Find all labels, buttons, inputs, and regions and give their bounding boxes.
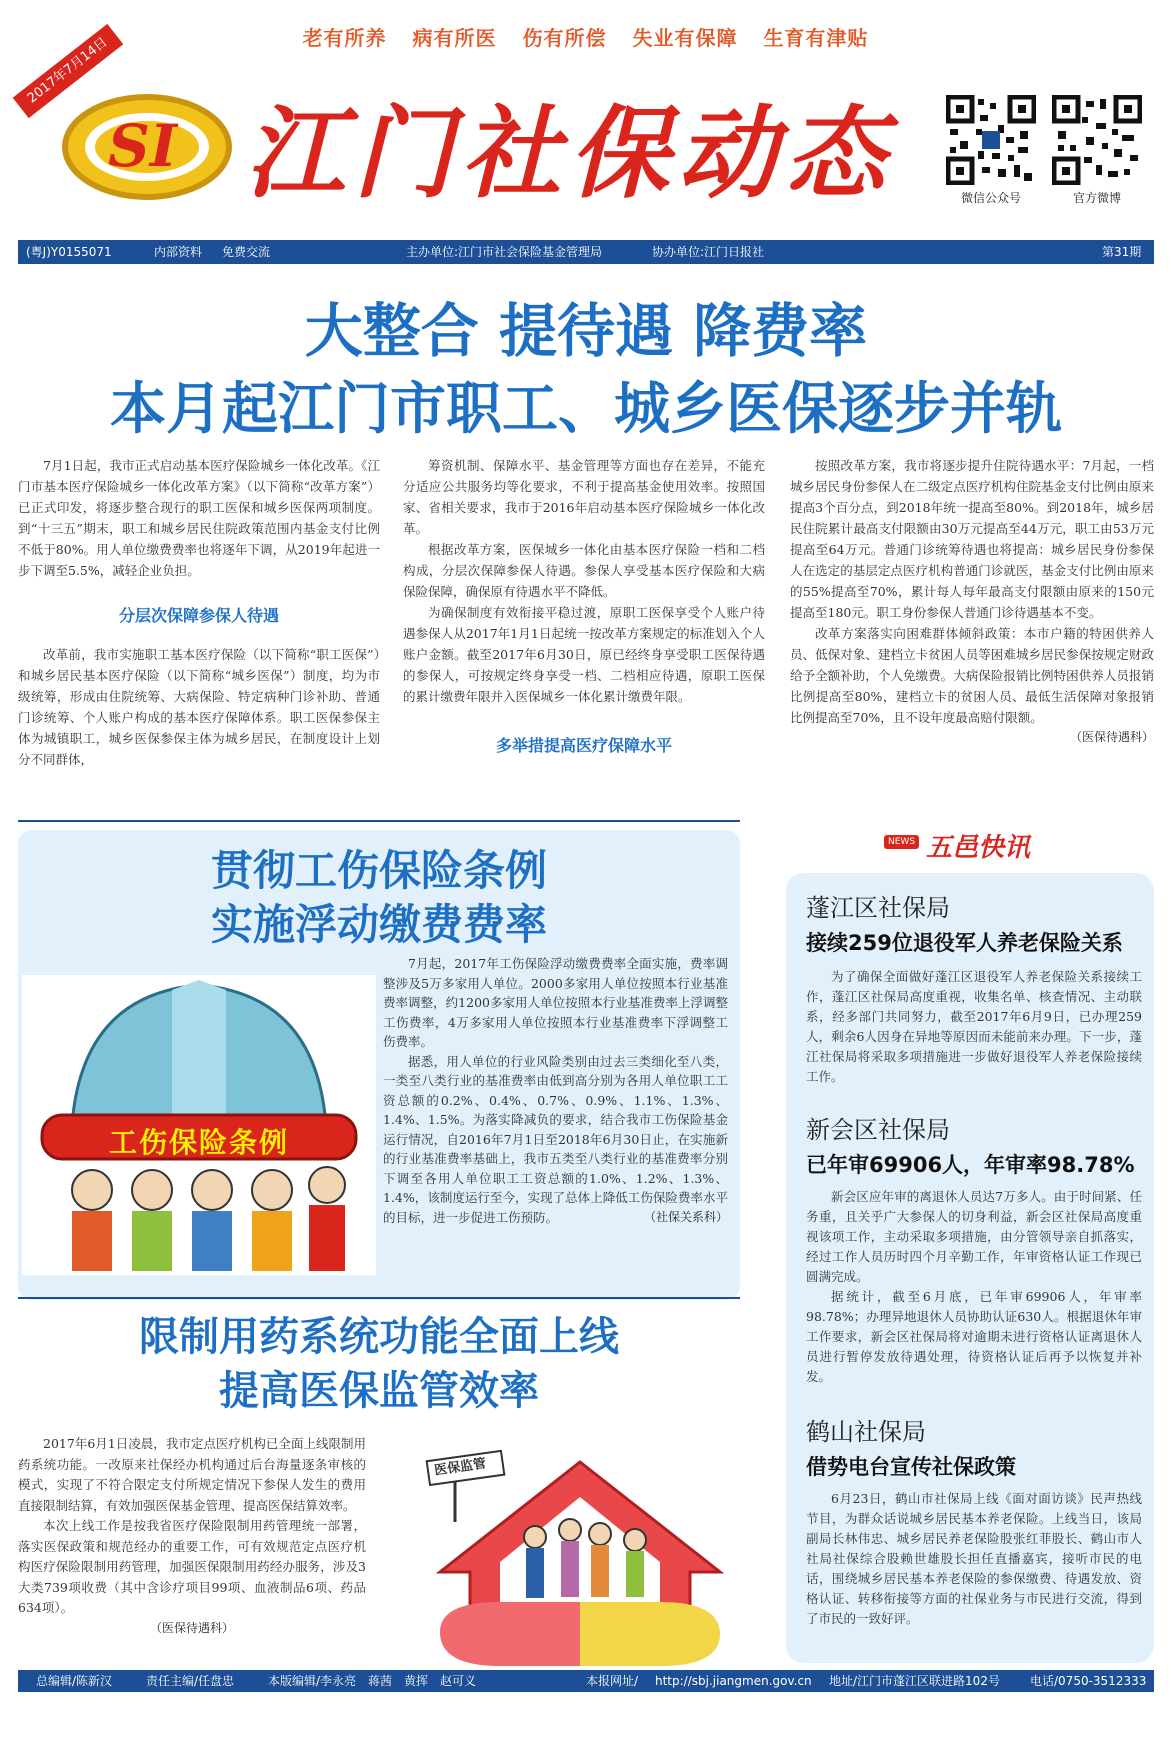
lead-headline-1: 大整合 提待遇 降费率 (304, 297, 868, 365)
district-name: 鹤山社保局 (806, 1418, 926, 1446)
paragraph: 据悉，用人单位的行业风险类别由过去三类细化至八类，一类至八类行业的基准费率由低到高分别为各用人单位职工工资总额的0.2%、0.4%、0.7%、0.9%、1.1%、1.3%、1.4%、1.5%。为落实降减负的要求，结合我市工伤保险基金运行情况，自2016年7月1日至2018年6月30日止，在实施新的行业基准费率基础上，我市五类至八类行业的基准费率分别下调至各用人单位职工工资总额的1.0%、1.2%、1.3%、1.4%，该制度运行至今，实现了总体上降低工伤保险费率水平的目标，进一步促进工伤预防。 (383, 1053, 728, 1225)
drug-headline-1: 限制用药系统功能全面上线 (139, 1314, 619, 1360)
paragraph: 为了确保全面做好蓬江区退役军人养老保险关系接续工作，蓬江区社保局高度重视，收集名单、核查情况、主动联系，经多部门共同努力，截至2017年6月9日，已办理259人，剩余6人因身在异地等原因而未能前来办理。下一步，蓬江社保局将采取多项措施进一步做好退役军人养老保险接续工作。 (806, 969, 1142, 1084)
lead-subhead-1: 分层次保障参保人待遇 (118, 606, 279, 625)
paragraph: 据统计，截至6月底，已年审69906人，年审率98.78%；办理异地退休人员协助认证630人。根据退休年审工作要求，新会区社保局将对逾期未进行资格认证离退休人员进行暂停发放待遇处理，待资格认证后再予以恢复并补发。 (806, 1289, 1142, 1384)
co-unit: 协办单位:江门日报社 (652, 245, 765, 259)
wuyi-header (884, 827, 1064, 867)
slogan: 失业有保障 (632, 26, 738, 50)
district-headline: 已年审69906人，年审率98.78% (806, 1153, 1135, 1177)
lead-column-3 (790, 455, 1154, 745)
qr-code-icon (1052, 95, 1142, 185)
qr-weibo-label: 官方微博 (1072, 191, 1121, 205)
drug-headline-2: 提高医保监管效率 (219, 1368, 539, 1414)
info-bar (18, 240, 1154, 264)
paragraph: 6月23日，鹤山市社保局上线《面对面访谈》民声热线节目，为群众话说城乡居民基本养老保险。上线当日，该局副局长林伟忠、城乡居民养老保险股张红菲股长、鹤山市人社局社保综合股赖世雄股长担任直播嘉宾，接听市民的电话，围绕城乡居民基本养老保险的参保缴费、待遇发放、资格认证、转移衔接等方面的社保业务与市民进行交流，得到了市民的一致好评。 (806, 1491, 1142, 1626)
wuyi-item-heshan (806, 1412, 1142, 1629)
url-label: 本报网址/ (586, 1674, 639, 1688)
wuyi-item-pengjiang (806, 888, 1142, 1087)
drug-sign-text: 医保监管 (433, 1456, 488, 1479)
divider (18, 1297, 740, 1299)
lead-credit: （医保待遇科） (1069, 730, 1154, 744)
issue-number: 第31期 (1102, 245, 1142, 259)
lead-column-1 (18, 455, 380, 770)
district-headline: 借势电台宣传社保政策 (806, 1455, 1016, 1479)
paragraph: 筹资机制、保障水平、基金管理等方面也存在差异，不能充分适应公共服务均等化要求，不利于提高基金使用效率。按照国家、省相关要求，我市于2016年启动基本医疗保险城乡一体化改革。 (403, 458, 765, 536)
injury-illustration (22, 975, 376, 1275)
drug-illustration (420, 1442, 740, 1666)
district-name: 蓬江区社保局 (806, 894, 950, 922)
chief-editor: 总编辑/陈新汉 (36, 1674, 113, 1688)
csi-logo (60, 92, 235, 202)
drug-body (18, 1434, 366, 1636)
logo-lettering: SI (108, 112, 178, 180)
injury-headline-2: 实施浮动缴费费率 (210, 900, 547, 949)
telephone: 电话/0750-3512333 (1030, 1674, 1147, 1688)
top-slogans (0, 22, 1171, 52)
lead-column-2 (403, 455, 765, 756)
host-unit: 主办单位:江门市社会保险基金管理局 (406, 245, 603, 259)
qr-code-icon (946, 95, 1036, 185)
masthead-title: 江门社保动态 (245, 94, 893, 212)
page-editor: 本版编辑/李永亮 蒋茜 黄挥 赵可义 (268, 1674, 477, 1688)
date-ribbon: 2017年7月14日 (13, 24, 124, 118)
paragraph: 2017年6月1日凌晨，我市定点医疗机构已全面上线限制用药系统功能。一改原来社保经办机构通过后台海量逐条审核的模式，实现了不符合限定支付所规定情况下参保人发生的费用直接限制结算，有效加强医保基金管理、提高医保结算效率。 (18, 1436, 366, 1513)
paragraph: 按照改革方案，我市将逐步提升住院待遇水平：7月起，一档城乡居民身份参保人在二级定点医疗机构住院基金支付比例由原来提高3个百分点，到2018年统一提高至80%。到2018年，城乡居民住院累计最高支付限额由30万元提高至44万元，职工由53万元提高至64万元。普通门诊统筹待遇也将提高：城乡居民身份参保人在选定的基层定点医疗机构普通门诊就医，基金支付比例由原来的55%提高至70%，累计每人每年最高支付限额由原来的150元提高至180元。职工身份参保人普通门诊待遇基本不变。 (790, 458, 1154, 620)
injury-credit: （社保关系科） (643, 1210, 728, 1224)
lead-subhead-2: 多举措提高医疗保障水平 (495, 736, 672, 755)
divider (18, 820, 740, 822)
qr-weibo[interactable] (1052, 95, 1147, 206)
address: 地址/江门市蓬江区联进路102号 (829, 1674, 1000, 1688)
injury-headline-1: 贯彻工伤保险条例 (210, 846, 547, 895)
injury-banner-text: 工伤保险条例 (108, 1126, 289, 1159)
wuyi-item-xinhui (806, 1110, 1142, 1387)
paragraph: 改革前，我市实施职工基本医疗保险（以下简称“职工医保”）和城乡居民基本医疗保险（以下简称“城乡医保”）制度，均为市级统筹，形成由住院统筹、大病保险、特定病种门诊补助、普通门诊统筹、个人账户构成的基本医疗保障体系。职工医保参保主体为城镇职工，城乡医保参保主体为城乡居民，在制度设计上划分不同群体， (18, 647, 380, 767)
paragraph: 改革方案落实向困难群体倾斜政策：本市户籍的特困供养人员、低保对象、建档立卡贫困人员等困难城乡居民参保按规定财政给予全额补助，个人免缴费。大病保险报销比例特困供养人员报销比例提高至80%，建档立卡的贫困人员、最低生活保障对象报销比例提高至70%，且不设年度最高赔付限额。 (790, 626, 1154, 725)
paragraph: 7月起，2017年工伤保险浮动缴费费率全面实施，费率调整涉及5万多家用人单位。2000多家用人单位按照本行业基准费率调整，约1200多家用人单位按照本行业基准费率上浮调整工伤费率，4万多家用人单位按照本行业基准费率下浮调整工伤费率。 (383, 956, 728, 1049)
slogan: 病有所医 (412, 26, 497, 50)
district-headline: 接续259位退役军人养老保险关系 (806, 931, 1123, 955)
paragraph: 7月1日起，我市正式启动基本医疗保险城乡一体化改革。《江门市基本医疗保险城乡一体化改革方案》（以下简称“改革方案”）已正式印发，将逐步整合现行的职工医保和城乡医保两项制度。到“十三五”期末，职工和城乡居民住院政策范围内基金支付比例不低于80%。用人单位缴费费率也将逐年下调，从2019年起进一步下调至5.5%，减轻企业负担。 (18, 458, 380, 578)
registration-number: (粤J)Y0155071 (26, 245, 112, 259)
injury-body (383, 954, 728, 1225)
free-label: 免费交流 (222, 245, 271, 259)
news-badge: NEWS (884, 835, 919, 849)
paragraph: 为确保制度有效衔接平稳过渡，原职工医保享受个人账户待遇参保人从2017年1月1日起统一按改革方案规定的标准划入个人账户金额。截至2017年6月30日，原已经终身享受职工医保待遇的参保人，可按规定终身享受一档、二档相应待遇，原职工医保的累计缴费年限并入医保城乡一体化累计缴费年限。 (403, 605, 765, 704)
qr-wechat-label: 微信公众号 (960, 191, 1021, 205)
paragraph: 新会区应年审的离退休人员达7万多人。由于时间紧、任务重，且关乎广大参保人的切身利益，新会区社保局高度重视该项工作，主动采取多项措施，由分管领导亲自抓落实，经过工作人员历时四个月辛勤工作，年审资格认证工作现已圆满完成。 (806, 1189, 1142, 1284)
footer-bar (18, 1670, 1154, 1692)
wuyi-title: 五邑快讯 (926, 833, 1031, 863)
qr-wechat[interactable] (946, 95, 1041, 206)
drug-credit: （医保待遇科） (149, 1620, 234, 1635)
website-link[interactable]: http://sbj.jiangmen.gov.cn (655, 1674, 812, 1688)
slogan: 伤有所偿 (522, 26, 607, 50)
district-name: 新会区社保局 (806, 1116, 950, 1144)
paragraph: 本次上线工作是按我省医疗保险限制用药管理统一部署，落实医保政策和规范经办的重要工作，可有效规范定点医疗机构医疗保险限制用药管理，加强医保限制用药经办服务，涉及3大类739项收费（其中含诊疗项目99项、血液制品6项、药品634项）。 (18, 1518, 366, 1615)
paragraph: 根据改革方案，医保城乡一体化由基本医疗保险一档和二档构成，分层次保障参保人待遇。参保人享受基本医疗保险和大病保险保障，确保原有待遇水平不降低。 (403, 542, 765, 599)
internal-label: 内部资料 (154, 245, 203, 259)
duty-editor: 责任主编/任盘忠 (146, 1674, 235, 1688)
lead-headline-2: 本月起江门市职工、城乡医保逐步并轨 (110, 377, 1062, 442)
slogan: 生育有津贴 (763, 26, 869, 50)
slogan: 老有所养 (302, 26, 387, 50)
